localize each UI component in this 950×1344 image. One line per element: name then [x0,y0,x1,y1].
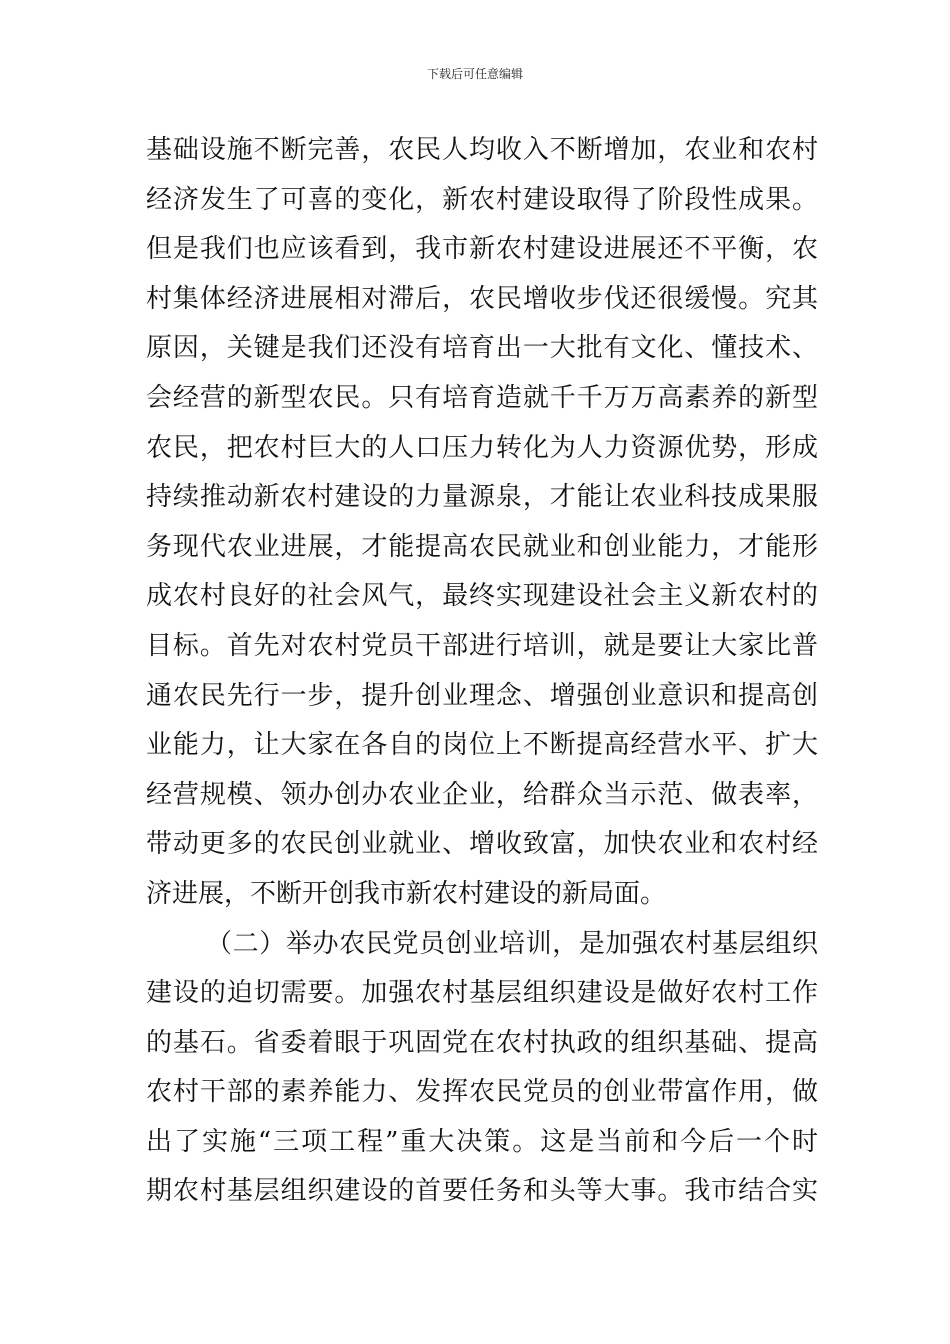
text-line: 通农民先行一步，提升创业理念、增强创业意识和提高创 [146,680,818,711]
page-header-note: 下载后可任意编辑 [426,67,523,81]
text-line: 业能力，让大家在各自的岗位上不断提高经营水平、扩大 [146,730,818,761]
text-line: 持续推动新农村建设的力量源泉，才能让农业科技成果服 [146,482,818,513]
text-line: 原因，关键是我们还没有培育出一大批有文化、懂技术、 [146,333,818,364]
text-line: 经济发生了可喜的变化，新农村建设取得了阶段性成果。 [146,184,818,215]
text-line: 会经营的新型农民。只有培育造就千千万万高素养的新型 [146,382,818,413]
text-line: 但是我们也应该看到，我市新农村建设进展还不平衡，农 [146,234,818,265]
text-line: 务现代农业进展，才能提高农民就业和创业能力，才能形 [146,531,818,562]
text-line: 农民，把农村巨大的人口压力转化为人力资源优势，形成 [146,432,818,463]
text-line: 经营规模、领办创办农业企业，给群众当示范、做表率， [146,779,818,810]
text-line: 成农村良好的社会风气，最终实现建设社会主义新农村的 [146,581,818,612]
text-line: 建设的迫切需要。加强农村基层组织建设是做好农村工作 [146,978,818,1009]
text-line: 基础设施不断完善，农民人均收入不断增加，农业和农村 [146,135,818,165]
paragraph-end-line: 济进展，不断开创我市新农村建设的新局面。 [146,878,667,909]
text-line: 农村干部的素养能力、发挥农民党员的创业带富作用，做 [146,1077,818,1108]
text-line: 期农村基层组织建设的首要任务和头等大事。我市结合实 [146,1176,818,1207]
text-line: 目标。首先对农村党员干部进行培训，就是要让大家比普 [146,630,818,661]
text-line: 村集体经济进展相对滞后，农民增收步伐还很缓慢。究其 [146,283,818,314]
text-line: 带动更多的农民创业就业、增收致富，加快农业和农村经 [146,829,818,860]
section-heading-line: （二）举办农民党员创业培训，是加强农村基层组织 [206,928,818,959]
document-body [146,126,818,1217]
text-line: 的基石。省委着眼于巩固党在农村执政的组织基础、提高 [146,1027,818,1058]
text-line: 出了实施“三项工程”重大决策。这是当前和今后一个时 [146,1126,818,1157]
